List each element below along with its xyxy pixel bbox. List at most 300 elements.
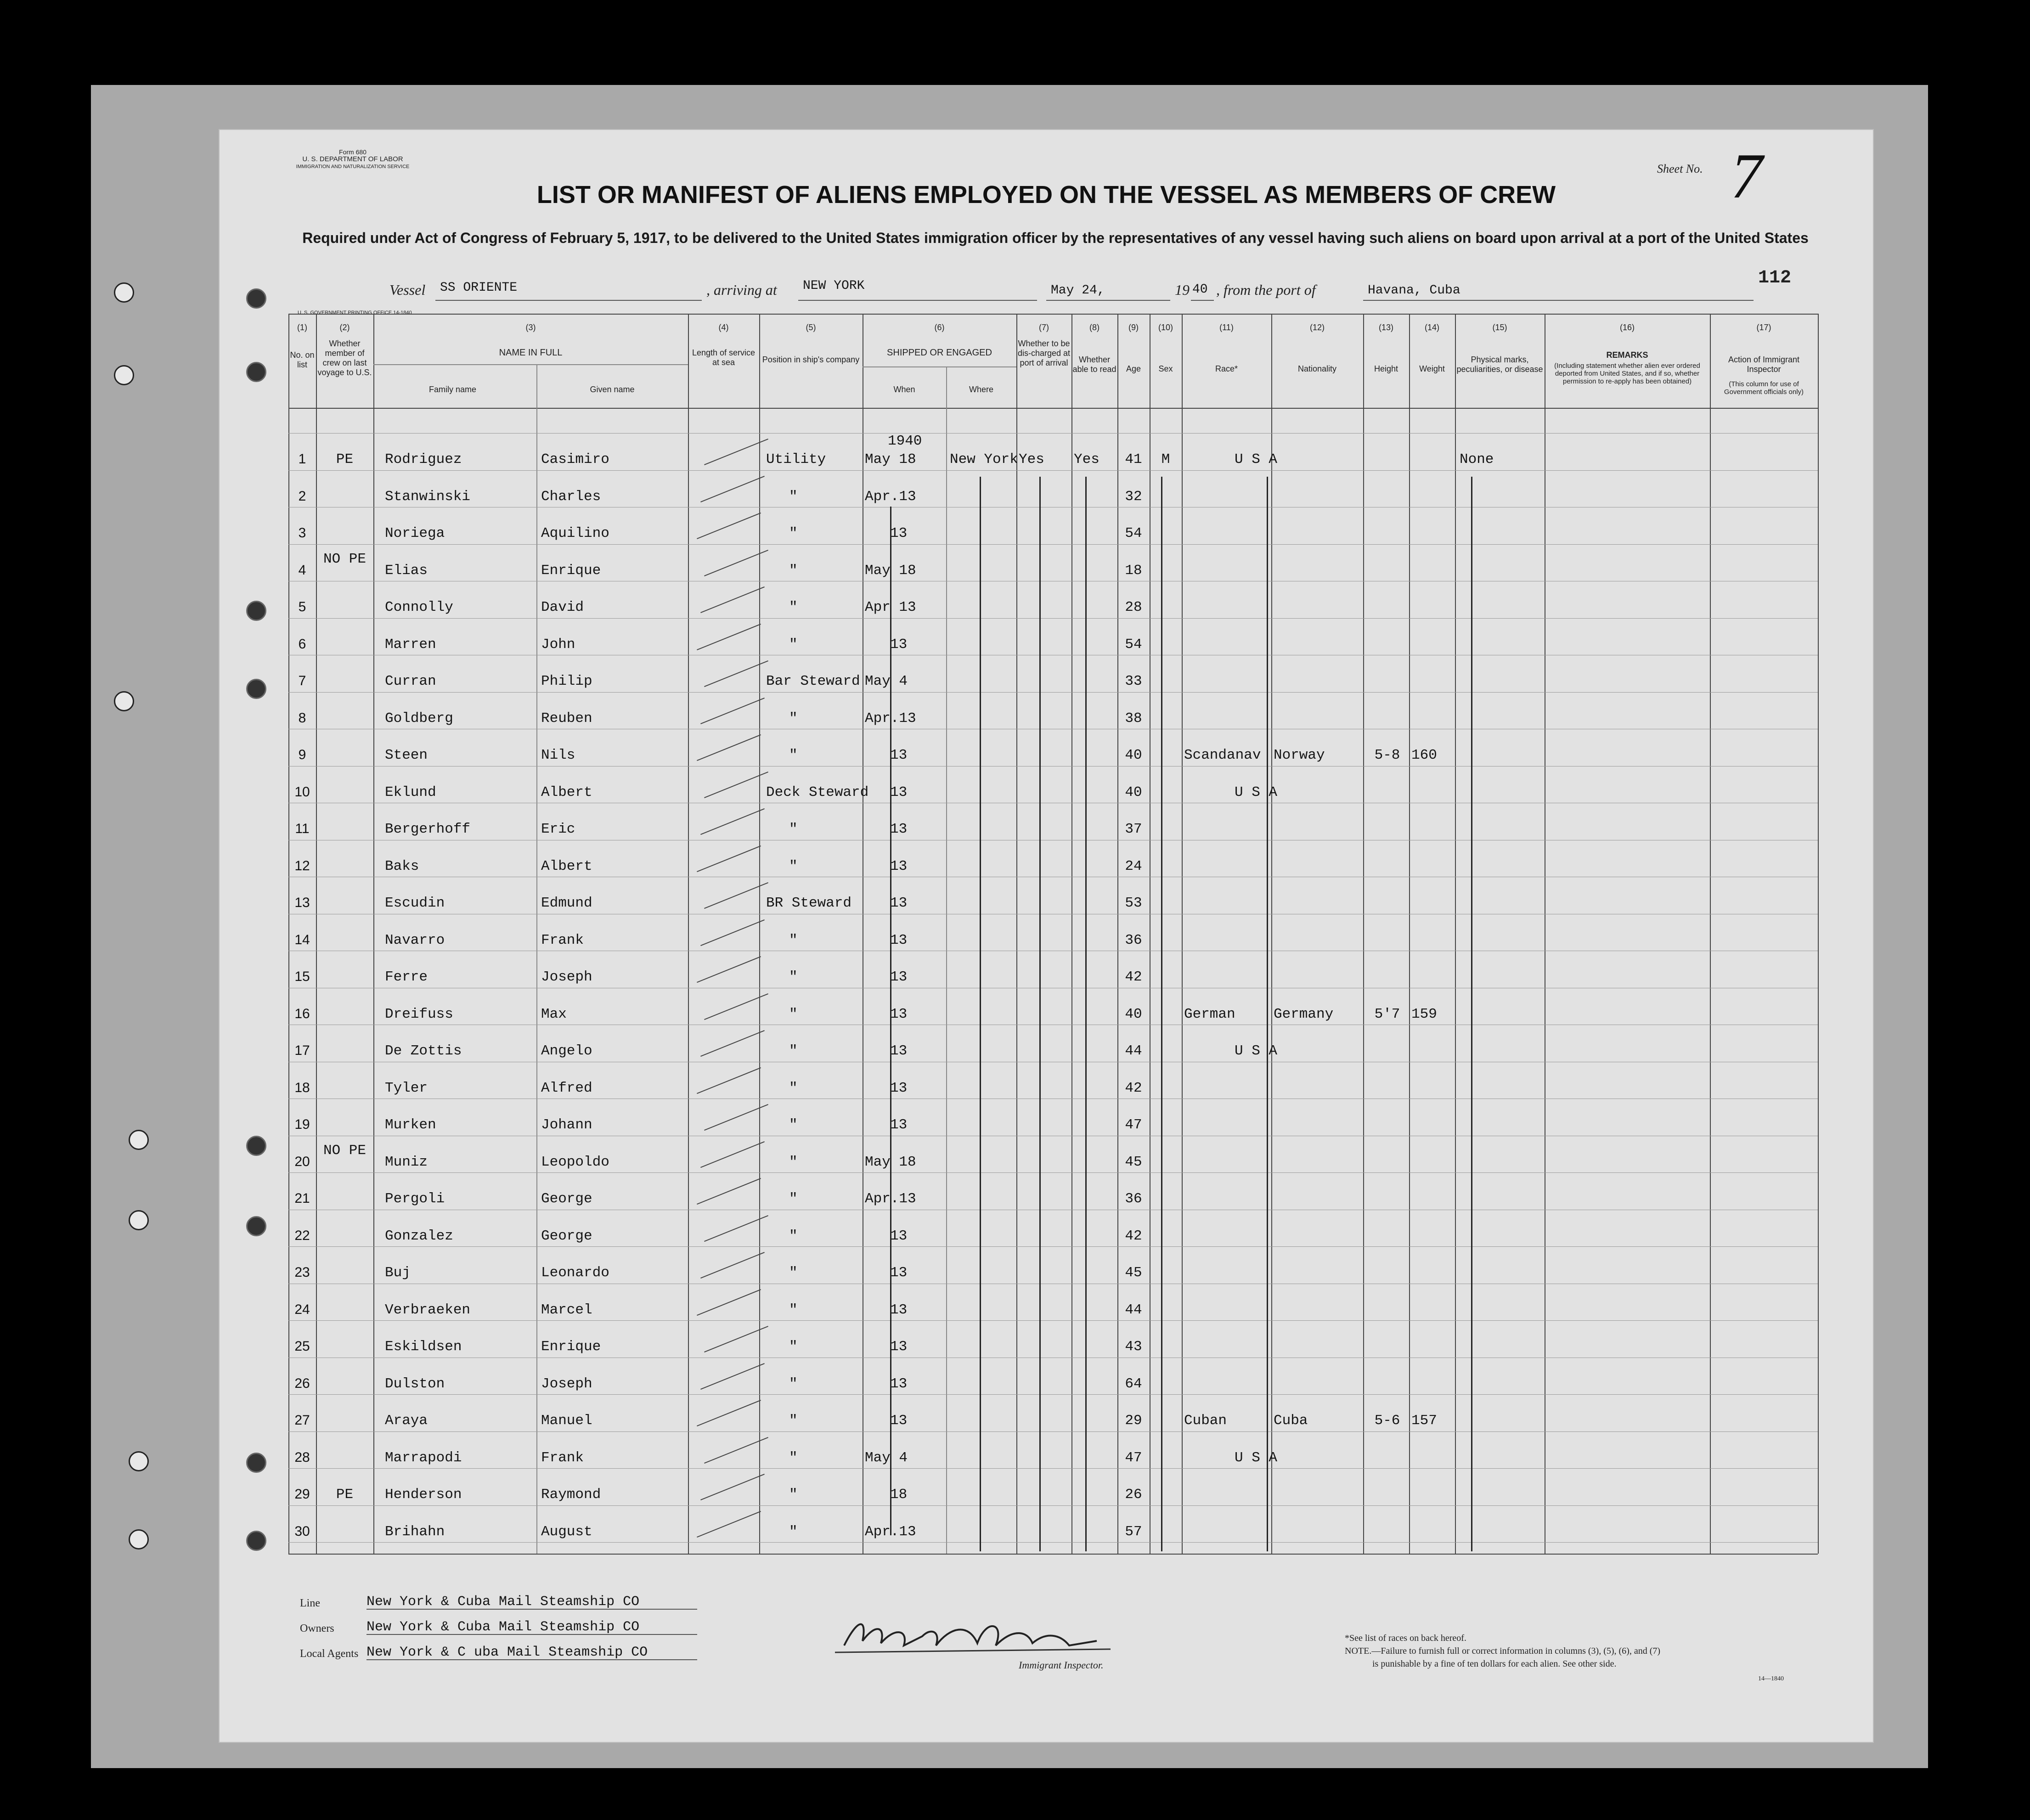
- cell-given: John: [541, 636, 575, 653]
- family-name-header: Family name: [429, 385, 477, 394]
- service-check-mark: [697, 1510, 761, 1537]
- cell-race: Scandanav: [1184, 747, 1261, 763]
- row-number: 3: [298, 525, 306, 541]
- service-check-mark: [700, 1252, 765, 1279]
- table-row: [220, 1450, 1873, 1477]
- cell-given: Joseph: [541, 969, 592, 985]
- cell-age: 45: [1125, 1154, 1142, 1170]
- cell-age: 33: [1125, 673, 1142, 689]
- row-number: 5: [298, 599, 306, 614]
- service-check-mark: [697, 1067, 761, 1093]
- cell-when: 13: [890, 1339, 908, 1355]
- col5-header: Position in ship's company: [762, 355, 860, 364]
- cell-age: 44: [1125, 1302, 1142, 1318]
- form-info: [288, 148, 417, 170]
- row-number: 22: [294, 1228, 310, 1243]
- service-check-mark: [697, 513, 761, 539]
- col16-subheader: (Including statement whether alien ever ordered deported from United States, and if so, whether permission to re-apply has been obtained): [1554, 362, 1700, 385]
- form-code: 14—1840: [1758, 1675, 1784, 1682]
- cell-given: Frank: [541, 932, 584, 948]
- cell-when: 13: [890, 784, 908, 800]
- cell-given: Reuben: [541, 710, 592, 727]
- cell-family: Baks: [385, 858, 419, 874]
- cell-given: Leonardo: [541, 1265, 609, 1281]
- cell-when: 13: [890, 1117, 908, 1133]
- cell-given: Angelo: [541, 1043, 592, 1059]
- cell-when: Apr.13: [865, 1523, 916, 1540]
- page-code: 112: [1758, 268, 1792, 288]
- binder-hole: [129, 1451, 149, 1471]
- cell-given: Manuel: [541, 1413, 592, 1429]
- row-number: 27: [294, 1413, 310, 1428]
- cell-age: 42: [1125, 969, 1142, 985]
- row-number: 6: [298, 636, 306, 652]
- table-row: [220, 637, 1873, 664]
- cell-nationality: U S A: [1235, 451, 1278, 468]
- cell-age: 40: [1125, 784, 1142, 800]
- cell-when: 13: [890, 969, 908, 985]
- table-row: [220, 710, 1873, 738]
- cell-position: ": [789, 821, 798, 837]
- owners-value: New York & Cuba Mail Steamship CO: [367, 1619, 640, 1635]
- line-value: New York & Cuba Mail Steamship CO: [367, 1594, 640, 1610]
- cell-age: 26: [1125, 1487, 1142, 1503]
- row-number: 25: [294, 1339, 310, 1354]
- cell-position: ": [789, 858, 798, 874]
- cell-given: Casimiro: [541, 451, 609, 468]
- cell-height: 5'7: [1374, 1006, 1400, 1022]
- col2-num: (2): [339, 323, 350, 332]
- line-label: Line: [300, 1597, 320, 1609]
- row-number: 16: [294, 1006, 310, 1021]
- note-fine: is punishable by a fine of ten dollars for each alien. See other side.: [1372, 1659, 1617, 1669]
- cell-family: Araya: [385, 1413, 428, 1429]
- cell-height: 5-8: [1374, 747, 1400, 763]
- cell-given: Johann: [541, 1117, 592, 1133]
- table-row: [220, 599, 1873, 627]
- cell-family: Verbraeken: [385, 1302, 471, 1318]
- cell-given: Enrique: [541, 1339, 601, 1355]
- cell-when: 13: [890, 1080, 908, 1096]
- cell-given: Max: [541, 1006, 567, 1022]
- when-header: When: [893, 385, 915, 394]
- cell-when: Apr.13: [865, 1191, 916, 1207]
- cell-family: Henderson: [385, 1487, 462, 1503]
- footer-notes: [1345, 1632, 1660, 1670]
- arriving-label: , arriving at: [706, 282, 777, 298]
- col4-num: (4): [718, 323, 729, 332]
- cell-given: Marcel: [541, 1302, 592, 1318]
- cell-nationality: U S A: [1235, 1043, 1278, 1059]
- cell-age: 47: [1125, 1449, 1142, 1466]
- row-number: 14: [294, 932, 310, 947]
- col4-header: Length of service at sea: [692, 348, 756, 367]
- cell-when: 13: [890, 1413, 908, 1429]
- col1-num: (1): [297, 323, 307, 332]
- cell-when: 13: [890, 1375, 908, 1392]
- row-number: 20: [294, 1154, 310, 1169]
- cell-when: 13: [890, 858, 908, 874]
- cell-when: 13: [890, 747, 908, 763]
- cell-when: 13: [890, 895, 908, 911]
- service-check-mark: [697, 1400, 761, 1426]
- note-failure: NOTE.—Failure to furnish full or correct information in columns (3), (5), (6), and (7): [1345, 1646, 1661, 1656]
- cell-when: 13: [890, 821, 908, 837]
- year-prefix: 19: [1175, 282, 1190, 298]
- col5-num: (5): [806, 323, 816, 332]
- table-row: [220, 932, 1873, 960]
- cell-prev: NO PE: [323, 551, 366, 567]
- note-races: *See list of races on back hereof.: [1345, 1633, 1466, 1643]
- cell-given: Charles: [541, 488, 601, 505]
- cell-given: David: [541, 599, 584, 615]
- table-row: [220, 1524, 1873, 1551]
- cell-prev: PE: [336, 1487, 354, 1503]
- cell-given: Edmund: [541, 895, 592, 911]
- service-check-mark: [697, 845, 761, 872]
- service-check-mark: [704, 771, 768, 798]
- where-header: Where: [969, 385, 993, 394]
- cell-family: Escudin: [385, 895, 445, 911]
- cell-family: Pergoli: [385, 1191, 445, 1207]
- cell-when: May 18: [865, 1154, 916, 1170]
- col14-header: Weight: [1419, 364, 1445, 373]
- cell-prev: NO PE: [323, 1142, 366, 1159]
- cell-when: 13: [890, 1265, 908, 1281]
- col13-num: (13): [1378, 323, 1393, 332]
- cell-weight: 160: [1411, 747, 1437, 763]
- cell-given: Nils: [541, 747, 575, 763]
- cell-discharged: Yes: [1019, 451, 1044, 468]
- cell-marks: None: [1460, 451, 1494, 468]
- col13-header: Height: [1374, 364, 1398, 373]
- service-check-mark: [700, 1474, 765, 1500]
- row-number: 30: [294, 1523, 310, 1539]
- cell-family: Dreifuss: [385, 1006, 453, 1022]
- cell-when: May 4: [865, 673, 908, 689]
- cell-position: ": [789, 1080, 798, 1096]
- arrival-year: 40: [1192, 282, 1208, 297]
- cell-age: 29: [1125, 1413, 1142, 1429]
- row-number: 4: [298, 562, 306, 578]
- cell-position: ": [789, 710, 798, 727]
- col7-num: (7): [1039, 323, 1049, 332]
- col6-num: (6): [934, 323, 945, 332]
- cell-family: Noriega: [385, 525, 445, 541]
- service-check-mark: [704, 882, 768, 909]
- cell-family: Elias: [385, 562, 428, 579]
- sheet-number: 7: [1731, 141, 1763, 212]
- arrival-port: NEW YORK: [803, 279, 865, 293]
- cell-family: Tyler: [385, 1080, 428, 1096]
- cell-when: Apr.13: [865, 488, 916, 505]
- service-check-mark: [697, 1178, 761, 1205]
- cell-when: 13: [890, 1006, 908, 1022]
- table-row: [220, 1339, 1873, 1366]
- row-number: 1: [298, 451, 306, 467]
- cell-given: George: [541, 1228, 592, 1244]
- cell-position: ": [789, 525, 798, 541]
- row-number: 24: [294, 1302, 310, 1317]
- row-number: 8: [298, 710, 306, 726]
- cell-family: Ferre: [385, 969, 428, 985]
- cell-where: New York: [950, 451, 1018, 468]
- cell-age: 45: [1125, 1265, 1142, 1281]
- table-row: [220, 1080, 1873, 1108]
- col17-subheader: (This column for use of Government officials only): [1724, 380, 1804, 396]
- cell-given: Albert: [541, 858, 592, 874]
- cell-position: ": [789, 747, 798, 763]
- service-check-mark: [697, 734, 761, 761]
- service-check-mark: [704, 1326, 768, 1352]
- cell-age: 36: [1125, 932, 1142, 948]
- cell-age: 28: [1125, 599, 1142, 615]
- col7-header: Whether to be dis-charged at port of arrival: [1017, 339, 1071, 367]
- table-row: [220, 1487, 1873, 1514]
- cell-position: ": [789, 1523, 798, 1540]
- table-row: [220, 673, 1873, 701]
- table-row: [220, 747, 1873, 775]
- cell-given: Leopoldo: [541, 1154, 609, 1170]
- binder-hole: [129, 1130, 149, 1150]
- table-row: [220, 969, 1873, 997]
- cell-position: ": [789, 599, 798, 615]
- cell-when: Apr 13: [865, 599, 916, 615]
- cell-family: Curran: [385, 673, 436, 689]
- table-row: [220, 1043, 1873, 1071]
- cell-age: 43: [1125, 1339, 1142, 1355]
- service-check-mark: [704, 549, 768, 576]
- cell-when: 18: [890, 1487, 908, 1503]
- cell-given: August: [541, 1523, 592, 1540]
- col12-header: Nationality: [1297, 364, 1337, 373]
- table-row: [220, 895, 1873, 923]
- cell-sex: M: [1161, 451, 1170, 468]
- cell-given: Raymond: [541, 1487, 601, 1503]
- col15-header: Physical marks, peculiarities, or disease: [1456, 355, 1543, 374]
- ditto-line-sex: [1161, 477, 1162, 1551]
- service-check-mark: [700, 919, 765, 946]
- table-row: [220, 551, 1873, 590]
- cell-family: Marrapodi: [385, 1449, 462, 1466]
- vessel-label: Vessel: [389, 282, 426, 298]
- service-check-mark: [700, 475, 765, 502]
- row-number: 19: [294, 1117, 310, 1132]
- cell-when: May 18: [865, 562, 916, 579]
- service-check-mark: [700, 808, 765, 835]
- row-number: 12: [294, 858, 310, 873]
- cell-family: Bergerhoff: [385, 821, 471, 837]
- cell-age: 37: [1125, 821, 1142, 837]
- cell-family: Eskildsen: [385, 1339, 462, 1355]
- cell-family: Rodriguez: [385, 451, 462, 468]
- service-check-mark: [700, 1363, 765, 1389]
- year-above: 1940: [888, 433, 922, 449]
- cell-given: Enrique: [541, 562, 601, 579]
- cell-age: 54: [1125, 525, 1142, 541]
- row-rule: [288, 433, 1818, 434]
- agents-value: New York & C uba Mail Steamship CO: [367, 1645, 648, 1660]
- service-check-mark: [700, 697, 765, 724]
- row-number: 15: [294, 969, 310, 984]
- cell-family: Brihahn: [385, 1523, 445, 1540]
- cell-given: Alfred: [541, 1080, 592, 1096]
- binder-hole: [114, 691, 134, 711]
- service-check-mark: [700, 586, 765, 613]
- col2-header: Whether member of crew on last voyage to U.S.: [317, 339, 372, 377]
- col8-header: Whether able to read: [1072, 355, 1116, 374]
- cell-age: 40: [1125, 1006, 1142, 1022]
- table-row: [220, 784, 1873, 812]
- service-check-mark: [704, 439, 768, 465]
- service-check-mark: [704, 1437, 768, 1463]
- cell-given: Philip: [541, 673, 592, 689]
- document-title: LIST OR MANIFEST OF ALIENS EMPLOYED ON THE VESSEL AS MEMBERS OF CREW: [536, 181, 1556, 208]
- table-row: [220, 1117, 1873, 1144]
- cell-family: Eklund: [385, 784, 436, 800]
- table-row: [220, 1191, 1873, 1218]
- cell-position: ": [789, 1487, 798, 1503]
- cell-nationality: Cuba: [1274, 1413, 1308, 1429]
- binder-hole: [129, 1529, 149, 1550]
- table-row: [220, 1006, 1873, 1034]
- arrival-date: May 24,: [1051, 283, 1105, 298]
- given-name-header: Given name: [590, 385, 635, 394]
- punch-hole: [246, 362, 266, 382]
- col10-num: (10): [1158, 323, 1173, 332]
- cell-position: ": [789, 932, 798, 948]
- cell-family: Steen: [385, 747, 428, 763]
- cell-given: Joseph: [541, 1375, 592, 1392]
- cell-position: ": [789, 1413, 798, 1429]
- cell-when: 13: [890, 932, 908, 948]
- cell-age: 42: [1125, 1080, 1142, 1096]
- owners-label: Owners: [300, 1623, 334, 1634]
- cell-age: 41: [1125, 451, 1142, 468]
- row-number: 28: [294, 1449, 310, 1465]
- row-number: 10: [294, 784, 310, 800]
- cell-position: ": [789, 1006, 798, 1022]
- cell-given: Albert: [541, 784, 592, 800]
- cell-nationality: U S A: [1235, 1449, 1278, 1466]
- col17-num: (17): [1756, 323, 1771, 332]
- cell-position: BR Steward: [766, 895, 852, 911]
- cell-when: 13: [890, 525, 908, 541]
- cell-when: Apr.13: [865, 710, 916, 727]
- table-row: [220, 1265, 1873, 1292]
- service-check-mark: [697, 1289, 761, 1315]
- service: IMMIGRATION AND NATURALIZATION SERVICE: [296, 164, 410, 169]
- row-number: 29: [294, 1487, 310, 1502]
- cell-position: ": [789, 1339, 798, 1355]
- row-number: 21: [294, 1191, 310, 1206]
- cell-family: Connolly: [385, 599, 453, 615]
- service-check-mark: [697, 623, 761, 650]
- cell-when: 13: [890, 1228, 908, 1244]
- cell-age: 44: [1125, 1043, 1142, 1059]
- department: U. S. DEPARTMENT OF LABOR: [302, 155, 403, 163]
- cell-position: ": [789, 562, 798, 579]
- table-row: [220, 858, 1873, 886]
- ditto-line-read: [1085, 477, 1087, 1551]
- col9-header: Age: [1126, 364, 1141, 373]
- sheet-label: Sheet No.: [1657, 162, 1703, 175]
- ditto-line-discharged: [1039, 477, 1041, 1551]
- cell-age: 24: [1125, 858, 1142, 874]
- from-label: , from the port of: [1216, 282, 1316, 298]
- cell-age: 64: [1125, 1375, 1142, 1392]
- row-number: 2: [298, 488, 306, 504]
- cell-family: Navarro: [385, 932, 445, 948]
- col6-header: SHIPPED OR ENGAGED: [887, 348, 992, 358]
- vessel-name: SS ORIENTE: [440, 281, 518, 295]
- cell-age: 38: [1125, 710, 1142, 727]
- inspector-signature: [830, 1609, 1152, 1668]
- table-row: [220, 1376, 1873, 1403]
- row-number: 11: [295, 821, 310, 836]
- service-check-mark: [704, 1215, 768, 1241]
- cell-when: 13: [890, 636, 908, 653]
- cell-family: Murken: [385, 1117, 436, 1133]
- row-number: 7: [298, 673, 306, 688]
- cell-position: ": [789, 1375, 798, 1392]
- form-number: Form 680: [339, 148, 367, 156]
- vessel-line: [220, 279, 1873, 304]
- col11-header: Race*: [1215, 364, 1238, 373]
- col16-header: REMARKS: [1606, 350, 1648, 360]
- cell-when: May 4: [865, 1449, 908, 1466]
- cell-weight: 157: [1411, 1413, 1437, 1429]
- col11-num: (11): [1219, 323, 1234, 332]
- inspector-label: Immigrant Inspector.: [1019, 1659, 1104, 1671]
- agents-label: Local Agents: [300, 1648, 359, 1660]
- cell-race: German: [1184, 1006, 1235, 1022]
- table-row: [220, 525, 1873, 553]
- cell-position: ": [789, 1228, 798, 1244]
- cell-when: 13: [890, 1043, 908, 1059]
- col10-header: Sex: [1158, 364, 1173, 373]
- service-check-mark: [704, 993, 768, 1020]
- service-check-mark: [700, 1141, 765, 1167]
- binder-hole: [129, 1210, 149, 1230]
- table-row: [220, 1228, 1873, 1256]
- departure-port: Havana, Cuba: [1368, 283, 1460, 298]
- col15-num: (15): [1492, 323, 1507, 332]
- cell-age: 57: [1125, 1523, 1142, 1540]
- cell-position: ": [789, 1449, 798, 1466]
- col8-num: (8): [1089, 323, 1100, 332]
- cell-position: Deck Steward: [766, 784, 869, 800]
- cell-when: May 18: [865, 451, 916, 468]
- row-number: 26: [294, 1375, 310, 1391]
- cell-family: Muniz: [385, 1154, 428, 1170]
- cell-weight: 159: [1411, 1006, 1437, 1022]
- col16-num: (16): [1619, 323, 1635, 332]
- table-row: [220, 451, 1873, 479]
- cell-family: Goldberg: [385, 710, 453, 727]
- col3-header: NAME IN FULL: [499, 348, 563, 358]
- binder-hole: [114, 282, 134, 303]
- cell-given: Aquilino: [541, 525, 609, 541]
- cell-read: Yes: [1074, 451, 1100, 468]
- cell-position: ": [789, 1043, 798, 1059]
- cell-age: 40: [1125, 747, 1142, 763]
- cell-position: ": [789, 636, 798, 653]
- row-number: 13: [294, 895, 310, 910]
- cell-when: 13: [890, 1302, 908, 1318]
- cell-age: 32: [1125, 488, 1142, 505]
- ditto-line-nationality: [1267, 477, 1268, 1551]
